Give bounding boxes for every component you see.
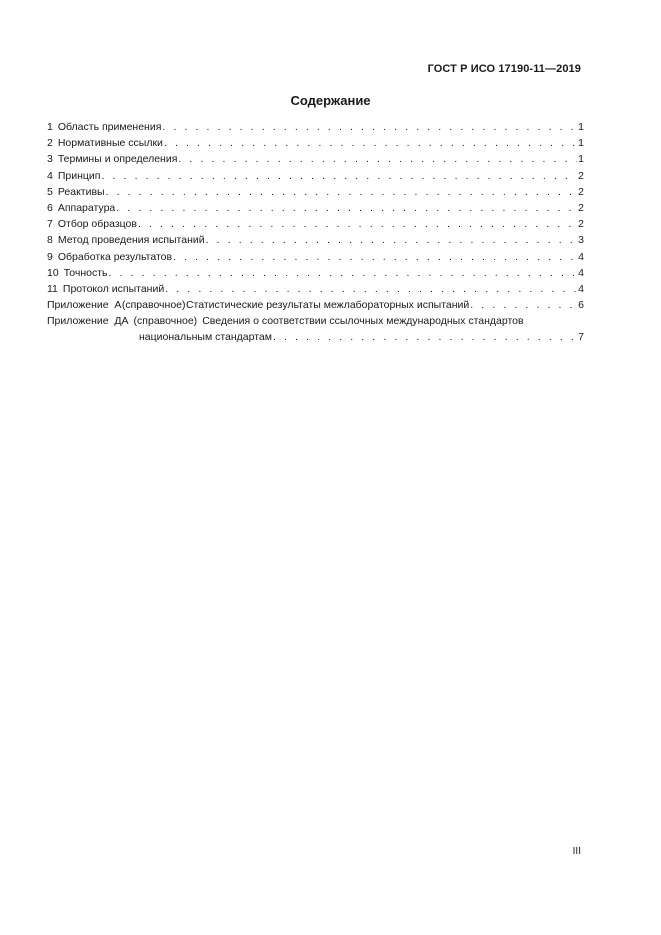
toc-item-number: 10 [47, 266, 59, 279]
toc-item-label: Термины и определения [57, 153, 178, 166]
dot-leader [138, 216, 577, 232]
toc-item-label: Точность [63, 266, 108, 279]
dot-leader [206, 232, 578, 248]
appendix-type: (справочное) [121, 299, 186, 312]
dot-leader [162, 119, 577, 135]
appendix-label-line2: национальным стандартам [139, 331, 272, 344]
toc-item-page: 2 [578, 218, 584, 231]
toc-item-page: 4 [578, 266, 584, 279]
toc-item-page: 3 [578, 234, 584, 247]
toc-item-3[interactable] [47, 151, 584, 167]
page-title: Содержание [290, 93, 371, 108]
dot-leader [178, 151, 577, 167]
toc-item-page: 1 [578, 153, 584, 166]
toc-item-page: 4 [578, 250, 584, 263]
toc-item-number: 11 [47, 282, 58, 295]
dot-leader [173, 249, 577, 265]
toc-item-page: 1 [578, 121, 584, 133]
toc-item-page: 4 [578, 282, 584, 295]
toc-item-label: Протокол испытаний [62, 282, 165, 295]
toc-item-9[interactable] [47, 249, 584, 265]
toc-item-1[interactable] [47, 119, 584, 135]
toc-item-5[interactable] [47, 184, 584, 200]
toc-item-number: 3 [47, 153, 53, 166]
toc-item-label: Нормативные ссылки [57, 137, 163, 150]
appendix-type: (справочное) [133, 315, 198, 328]
toc-appendix-da[interactable] [47, 313, 584, 345]
toc-item-number: 2 [47, 137, 53, 150]
dot-leader [106, 184, 578, 200]
dot-leader [164, 135, 577, 151]
toc-item-10[interactable] [47, 265, 584, 281]
appendix-page: 6 [578, 299, 584, 312]
dot-leader [101, 168, 577, 184]
dot-leader [116, 200, 577, 216]
toc-item-page: 1 [578, 137, 584, 150]
toc-item-label: Отбор образцов [57, 218, 137, 231]
document-header: ГОСТ Р ИСО 17190-11—2019 [427, 63, 581, 75]
toc-item-8[interactable] [47, 232, 584, 248]
toc-item-2[interactable] [47, 135, 584, 151]
toc-item-label: Реактивы [57, 185, 105, 198]
table-of-contents [47, 119, 584, 346]
toc-item-number: 6 [47, 201, 53, 214]
toc-item-label: Область применения [57, 121, 162, 133]
toc-item-label: Обработка результатов [57, 250, 173, 263]
toc-item-page: 2 [578, 201, 584, 214]
toc-item-7[interactable] [47, 216, 584, 232]
toc-item-11[interactable] [47, 281, 584, 297]
dot-leader [165, 281, 577, 297]
toc-item-4[interactable] [47, 168, 584, 184]
toc-item-label: Принцип [57, 169, 101, 182]
toc-appendix-a[interactable] [47, 297, 584, 313]
toc-item-label: Метод проведения испытаний [57, 234, 205, 247]
toc-item-6[interactable] [47, 200, 584, 216]
toc-item-number: 8 [47, 234, 53, 247]
toc-item-page: 2 [578, 185, 584, 198]
dot-leader [470, 297, 577, 313]
toc-item-number: 4 [47, 169, 53, 182]
appendix-prefix: Приложение ДА [47, 315, 129, 328]
toc-item-number: 1 [47, 121, 53, 133]
appendix-page: 7 [578, 331, 584, 344]
appendix-label: Статистические результаты межлабораторных испытаний [185, 299, 470, 312]
toc-item-number: 5 [47, 185, 53, 198]
page-number: III [572, 846, 581, 857]
appendix-prefix: Приложение А [47, 299, 122, 312]
appendix-label-line1: Сведения о соответствии ссылочных международных стандартов [202, 315, 524, 328]
toc-item-label: Аппаратура [57, 201, 116, 214]
dot-leader [109, 265, 578, 281]
toc-item-number: 9 [47, 250, 53, 263]
dot-leader [273, 329, 577, 345]
toc-item-number: 7 [47, 218, 53, 231]
toc-item-page: 2 [578, 169, 584, 182]
